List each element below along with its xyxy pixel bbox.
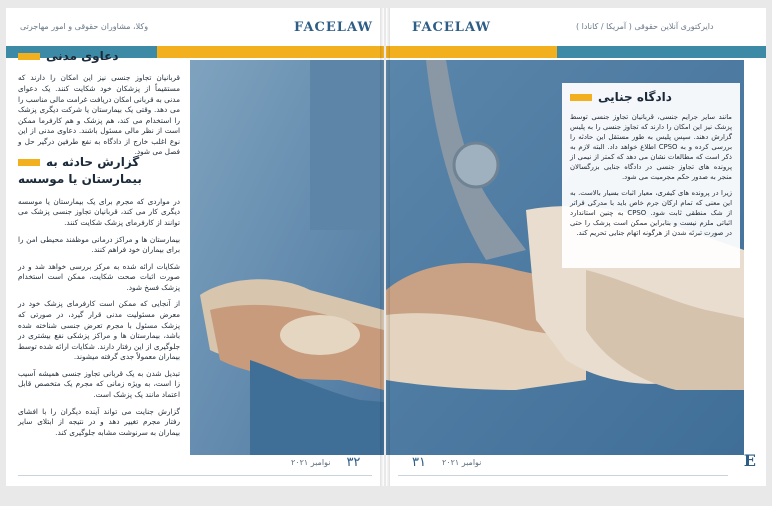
civil-claims-title: دعاوی مدنی [46, 49, 119, 63]
page-number: ۳۱ [412, 455, 426, 470]
hands-photo-image [190, 60, 384, 455]
footer-date: نوامبر ۲۰۲۱ [291, 458, 331, 467]
hospital-report-paragraph: در مواردی که مجرم برای یک بیمارستان یا موسسه دیگری کار می کند، قربانیان تجاوز جنسی پزشک می توانند از کارفرمای پزشک شکایت کنند. [18, 196, 180, 227]
hospital-report-paragraph: شکایات ارائه شده به مرکز بررسی خواهد شد و در صورت اثبات صحت شکایت، ممکن است استخدام پزشک فسخ شود. [18, 261, 180, 292]
criminal-court-paragraph: مانند سایر جرایم جنسی، قربانیان تجاوز جنسی توسط پزشک نیز این امکان را دارند که تجاوز جنسی را به پلیس گزارش دهند. سپس پلیس به طور مستقل این حادثه را بررسی کرده و به CPSO اطلاع خواهد داد. البته لازم به ذکر است که مطالعات نشان می دهد که کمتر از نیمی از پرونده های تجاوز جنسی در دادگاه جنایی بزرگسالان منجر به صدور حکم مجرمیت می شود. [570, 113, 732, 182]
hospital-report-paragraph: بیمارستان ها و مراکز درمانی موظفند محیطی امن را برای بیماران خود فراهم کنند. [18, 234, 180, 255]
facelaw-logo: E [743, 451, 756, 470]
hospital-report-heading [18, 154, 180, 171]
hospital-report-paragraph: گزارش جنایت می تواند آینده دیگران را با افشای رفتار مجرم تغییر دهد و در نتیجه از ابتلای سایر بیماران به سرنوشت مشابه جلوگیری کند. [18, 406, 180, 437]
hospital-report-title-line1: گزارش حادثه به [46, 155, 140, 169]
running-header: دایرکتوری آنلاین حقوقی ( آمریکا / کانادا ) [576, 22, 714, 31]
running-header: وکلا، مشاوران حقوقی و امور مهاجرتی [20, 22, 149, 31]
right-page [386, 8, 766, 486]
left-page [6, 8, 384, 486]
hospital-report-heading-line2 [18, 171, 180, 188]
criminal-court-title: دادگاه جنایی [598, 90, 672, 104]
footer-rule [398, 475, 728, 476]
civil-claims-heading [18, 48, 180, 65]
right-footer [412, 455, 481, 470]
footer-rule [18, 475, 372, 476]
hospital-report-paragraph: تبدیل شدن به یک قربانی تجاوز جنسی همیشه آسیب زا است، به ویژه زمانی که مجرم یک متخصص قابل اعتماد مانند یک پزشک است. [18, 368, 180, 400]
heading-accent-mark [18, 159, 40, 166]
photo-left-half [190, 60, 384, 455]
hospital-report-title-line2: بیمارستان یا موسسه [18, 172, 142, 187]
criminal-court-paragraph: زیرا در پرونده های کیفری، معیار اثبات بسیار بالاست. به این معنی که تمام ارکان جرم خاص باید با مدرکی فراتر از شک منطقی ثابت شود. CPSO به چنین استاندارد اثباتی ملزم نیست و بنابراین ممکن است پزشک را حتی در صورت تبرئه شدن از هرگونه اتهام جنایی تحریم کند. [570, 189, 732, 238]
civil-claims-body: قربانیان تجاوز جنسی نیز این امکان را دارند که مستقیماً از پزشکان خود شکایت کنند. یک دعوای مدنی به قربانی امکان دریافت غرامت مالی مناسب را می دهد. وقتی یک بیمارستان یا شرکت دیگری پزشک را استخدام می کند، هم پزشک و هم کارفرما ممکن است از نظر مالی مسئول باشند. دعاوی مدنی از این نوع اغلب خارج از دادگاه به نفع طرفین درگیر حل و فصل می شود. [17, 73, 180, 157]
top-color-bar [386, 46, 766, 58]
spine-shadow [380, 8, 390, 486]
left-footer [291, 455, 360, 470]
footer-date: نوامبر ۲۰۲۱ [441, 458, 482, 467]
criminal-court-box [562, 83, 740, 268]
hospital-report-section [18, 154, 180, 444]
hospital-report-paragraph: از آنجایی که ممکن است کارفرمای پزشک خود در معرض مسئولیت مدنی قرار گیرد، در صورتی که پزشک مسئول با مجرم تعرض جنسی شناخته شده باشد، بیمارستان ها و مراکز پزشکی نفع بیشتری در جلوگیری از این رفتار دارند. شکایات ارائه شده توسط بیماران معمولاً جدی گرفته میشوند. [18, 299, 180, 362]
brand-title: FACELAW [412, 20, 491, 35]
heading-accent-mark [570, 94, 592, 101]
civil-claims-section [18, 48, 180, 164]
heading-accent-mark [18, 53, 40, 60]
criminal-court-heading [570, 89, 732, 106]
brand-title: FACELAW [294, 20, 373, 35]
page-number: ۳۲ [346, 455, 361, 470]
